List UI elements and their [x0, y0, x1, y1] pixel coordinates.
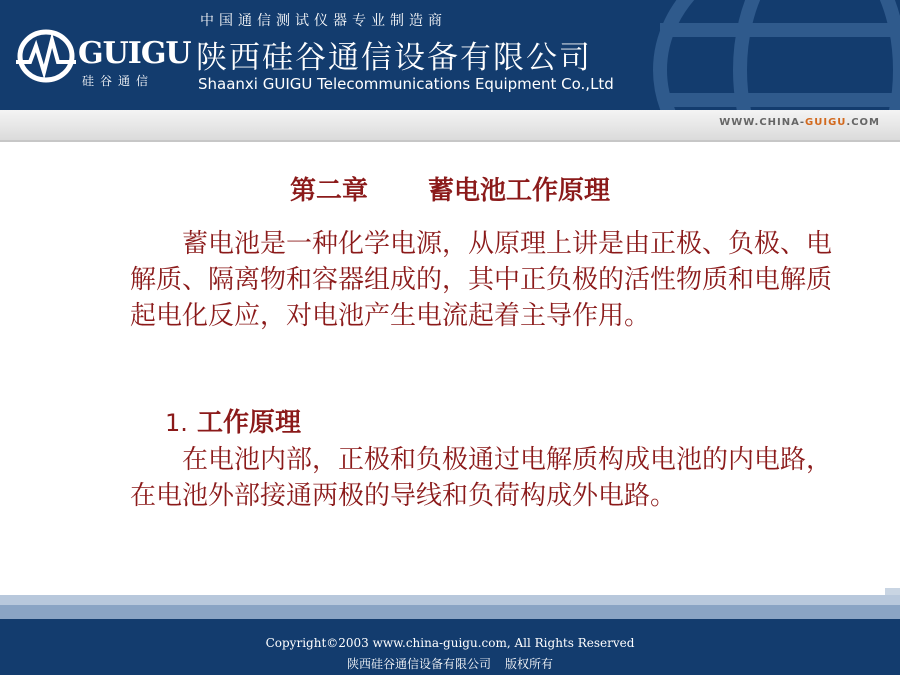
- chapter-title: 蓄电池工作原理: [428, 176, 611, 206]
- logo-chinese: 硅谷通信: [82, 74, 155, 88]
- logo-wave-icon: [14, 26, 78, 90]
- tagline: 中国通信测试仪器专业制造商: [200, 13, 447, 29]
- company-name-en: Shaanxi GUIGU Telecommunications Equipment Co.,Ltd: [198, 75, 614, 93]
- footer-band-light: [0, 595, 900, 605]
- divider: [0, 140, 900, 142]
- globe-graphic: [620, 0, 900, 110]
- principle-paragraph: 在电池内部，正极和负极通过电解质构成电池的内电路，在电池外部接通两极的导线和负荷构成外电路。: [130, 445, 833, 511]
- website-url[interactable]: [719, 117, 880, 128]
- company-logo: [14, 26, 191, 92]
- section-number: 1.: [165, 409, 188, 437]
- website-prefix: WWW.CHINA-: [719, 117, 806, 128]
- footer-rights: [0, 655, 900, 672]
- footer-company: 陕西硅谷通信设备有限公司: [346, 657, 491, 671]
- section-heading: [165, 402, 301, 439]
- company-name-cn: 陕西硅谷通信设备有限公司: [196, 40, 592, 76]
- website-accent: GUIGU: [805, 117, 847, 128]
- website-suffix: .COM: [846, 117, 880, 128]
- header-banner: [0, 0, 900, 110]
- copyright-text: Copyright©2003 www.china-guigu.com, All Rights Reserved: [265, 636, 635, 650]
- chapter-number: 第二章: [289, 176, 368, 206]
- intro-paragraph: 蓄电池是一种化学电源，从原理上讲是由正极、负极、电解质、隔离物和容器组成的，其中正负极的活性物质和电解质起电化反应，对电池产生电流起着主导作用。: [130, 229, 833, 331]
- footer-band: [0, 605, 900, 619]
- footer-rights-label: 版权所有: [505, 657, 554, 671]
- logo-wordmark: GUIGU: [78, 36, 191, 71]
- section-title: 工作原理: [196, 408, 301, 438]
- chapter-heading: [0, 170, 900, 207]
